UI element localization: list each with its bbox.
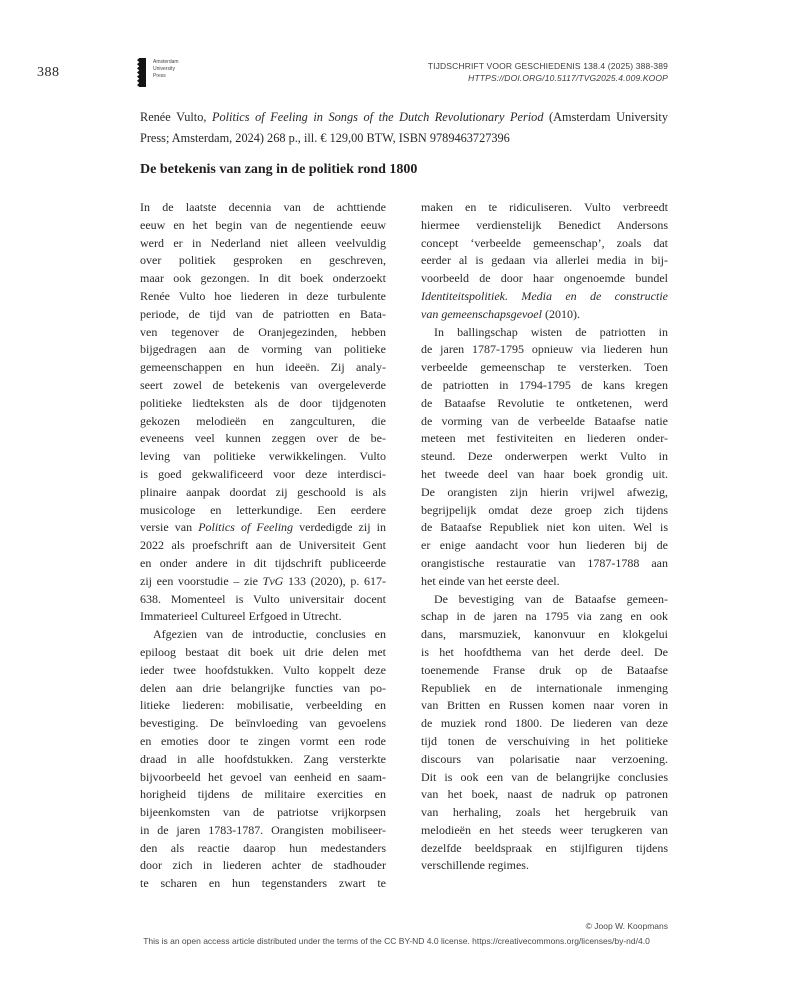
text-line: orangistische restauratie van 1787-1788 aan <box>421 555 668 570</box>
review-title: De betekenis van zang in de politiek rond 1800 <box>140 162 418 177</box>
text-line: van gemeenschapsgevoel (2010). <box>421 306 580 321</box>
text-line: versie van Politics of Feeling verdedigde zij in <box>140 520 386 535</box>
text-line: en emoties door te zingen vormt een rode <box>140 733 386 748</box>
text-line: gemeenschappen en hun ideeën. Zij analy- <box>140 360 386 375</box>
text-line: Republiek en de internationale inmenging <box>421 680 668 695</box>
text-line: de Bataafse Revolutie te ontketenen, werd <box>421 395 668 410</box>
text-line: 638. Momenteel is Vulto universitair docent <box>140 591 386 606</box>
text-line: 2022 als proefschrift aan de Universiteit Gent <box>140 538 386 553</box>
text-line: delen aan drie belangrijke functies van po- <box>140 680 386 695</box>
journal-header <box>428 60 668 84</box>
text-line: van Britten en Russen komen naar voren in <box>421 698 668 713</box>
text-line: Identiteitspolitiek. Media en de constructie <box>421 288 668 303</box>
text-line: De orangisten zijn hierin vrijwel afwezig, <box>421 484 668 499</box>
text-line: ven tegenover de Oranjegezinden, hebben <box>140 324 386 339</box>
review-body-right-column <box>421 199 668 875</box>
logo-text-line: University <box>153 66 175 72</box>
text-line: het einde van het eerste deel. <box>421 573 560 588</box>
text-line: is goed gekwalificeerd voor deze interdisci- <box>140 466 386 481</box>
text-line: de muziek rond 1800. De liederen van deze <box>421 716 668 731</box>
text-line: dans, marsmuziek, kanonvuur en klokgelui <box>421 627 668 642</box>
text-line: epiloog bestaat dit boek uit drie delen met <box>140 644 386 659</box>
review-body-left-column <box>140 199 386 893</box>
text-line: ieder twee hoofdstukken. Vulto koppelt deze <box>140 662 386 677</box>
text-line: tijd tonen de verschuiving in het politieke <box>421 733 668 748</box>
text-line: zij een voorstudie – zie TvG 133 (2020), p. 617- <box>140 573 386 588</box>
text-line: musicologe en letterkundige. Een eerdere <box>140 502 386 517</box>
text-line: meteen met festiviteiten en liederen onder- <box>421 431 668 446</box>
text-line: eveneens veel kunnen zeggen over de be- <box>140 431 386 446</box>
text-line: politieke liedteksten als de door tijdgenoten <box>140 395 386 410</box>
page-number: 388 <box>37 65 60 80</box>
logo-text-line: Press <box>153 73 166 79</box>
text-line: toenemende Franse druk op de Bataafse <box>421 662 668 677</box>
text-line: er enige aandacht voor hun liederen bij de <box>421 538 668 553</box>
journal-title-line: TIJDSCHRIFT VOOR GESCHIEDENIS 138.4 (2025) 388-389 <box>427 61 668 71</box>
text-line: de patriotten in 1794-1795 de kans kregen <box>421 377 668 392</box>
doi-line: HTTPS://DOI.ORG/10.5117/TVG2025.4.009.KOOP <box>468 73 668 83</box>
text-line: In ballingschap wisten de patriotten in <box>434 324 668 339</box>
text-line: melodieën en het steeds weer terugkeren van <box>421 822 668 837</box>
text-line: werd er in Nederland niet alleen veelvuldig <box>140 235 386 250</box>
text-line: periode, de tijd van de patriotten en Bata- <box>140 306 386 321</box>
text-line: eerder al is gedaan via allerlei media in bij- <box>421 253 668 268</box>
text-line: van het boek, naast de nadruk op patronen <box>421 787 668 802</box>
text-line: horigheid tijdens de militaire exercities en <box>140 787 386 802</box>
text-line: Press; Amsterdam, 2024) 268 p., ill. € 129,00 BTW, ISBN 9789463727396 <box>140 130 510 145</box>
text-line: bevestiging. De beïnvloeding van gevoelens <box>140 716 386 731</box>
publisher-logo-text <box>153 58 179 92</box>
text-line: hiermee verdienstelijk Benedict Andersons <box>421 217 668 232</box>
text-line: de vorming van de verbeelde Bataafse natie <box>421 413 668 428</box>
text-line: Renée Vulto, Politics of Feeling in Songs of the Dutch Revolutionary Period (Amsterdam University <box>140 110 668 124</box>
text-line: gekozen melodieën en zangculturen, die <box>140 413 386 428</box>
text-line: Renée Vulto hoe liederen in deze turbulente <box>140 288 386 303</box>
publisher-logo <box>137 58 179 92</box>
text-line: voorbeeld de door haar ongenoemde bundel <box>421 271 668 286</box>
logo-text-line: Amsterdam <box>153 59 179 65</box>
text-line: van herhaling, zoals het hergebruik van <box>421 805 668 820</box>
text-line: litieke liederen: mobilisatie, verbeelding en <box>140 698 386 713</box>
book-citation <box>140 107 668 148</box>
text-line: De bevestiging van de Bataafse gemeen- <box>434 591 668 606</box>
text-line: den als reactie daarop hun medestanders <box>140 840 386 855</box>
text-line: de jaren 1787-1795 opnieuw via liederen hun <box>421 342 668 357</box>
text-line: leving van politieke verwikkelingen. Vulto <box>140 449 386 464</box>
license-line: This is an open access article distributed under the terms of the CC BY-ND 4.0 license. https://creativecommons.org/licenses/by-nd/4.0 <box>143 936 650 946</box>
text-line: door zich in liederen achter de stadhouder <box>140 858 386 873</box>
text-line: dezelfde beeldspraak en stijlfiguren tijdens <box>421 840 668 855</box>
text-line: Immaterieel Cultureel Erfgoed in Utrecht. <box>140 609 342 624</box>
text-line: te scharen en hun tegenstanders zwart te <box>140 876 386 891</box>
text-line: bijeenkomsten van de patriotse vrijkorpsen <box>140 805 386 820</box>
text-line: de Bataafse Republiek niet kon uiten. Wel is <box>421 520 668 535</box>
text-line: bijgedragen aan de vorming van politieke <box>140 342 386 357</box>
text-line: is het hoofdthema van het derde deel. De <box>421 644 668 659</box>
text-line: en onder andere in dit tijdschrift publiceerde <box>140 555 386 570</box>
text-line: het tweede deel van haar boek grondig uit. <box>421 466 668 481</box>
text-line: schap in de jaren na 1795 via zang en ook <box>421 609 668 624</box>
text-line: verschillende regimes. <box>421 858 529 873</box>
text-line: eeuw en het begin van de negentiende eeuw <box>140 217 386 232</box>
text-line: bijvoorbeeld het gevoel van eenheid en saam- <box>140 769 386 784</box>
text-line: plinaire aanpak doordat zij geschoold is als <box>140 484 386 499</box>
copyright-line: © Joop W. Koopmans <box>585 921 668 931</box>
text-line: begrijpelijk omdat deze groep zich tijdens <box>421 502 668 517</box>
aup-logo-icon <box>137 58 146 92</box>
text-line: discours van polarisatie naar verzoening. <box>421 751 668 766</box>
text-line: maken en te ridiculiseren. Vulto verbreedt <box>421 200 668 214</box>
text-line: steund. Deze onderwerpen werkt Vulto in <box>421 449 668 464</box>
text-line: In de laatste decennia van de achttiende <box>140 200 386 214</box>
text-line: concept ‘verbeelde gemeenschap’, zoals dat <box>421 235 668 250</box>
text-line: Dit is ook een van de belangrijke conclusies <box>421 769 668 784</box>
text-line: draad in alle hoofdstukken. Zang versterkte <box>140 751 386 766</box>
text-line: maar ook gezongen. In dit boek onderzoekt <box>140 271 386 286</box>
text-line: over politiek gesproken en geschreven, <box>140 253 386 268</box>
text-line: Afgezien van de introductie, conclusies en <box>153 627 386 642</box>
text-line: verbeelde gemeenschap te versterken. Toen <box>421 360 668 375</box>
text-line: in de jaren 1783-1787. Orangisten mobiliseer- <box>140 822 386 837</box>
text-line: seert zowel de betekenis van overgeleverde <box>140 377 386 392</box>
